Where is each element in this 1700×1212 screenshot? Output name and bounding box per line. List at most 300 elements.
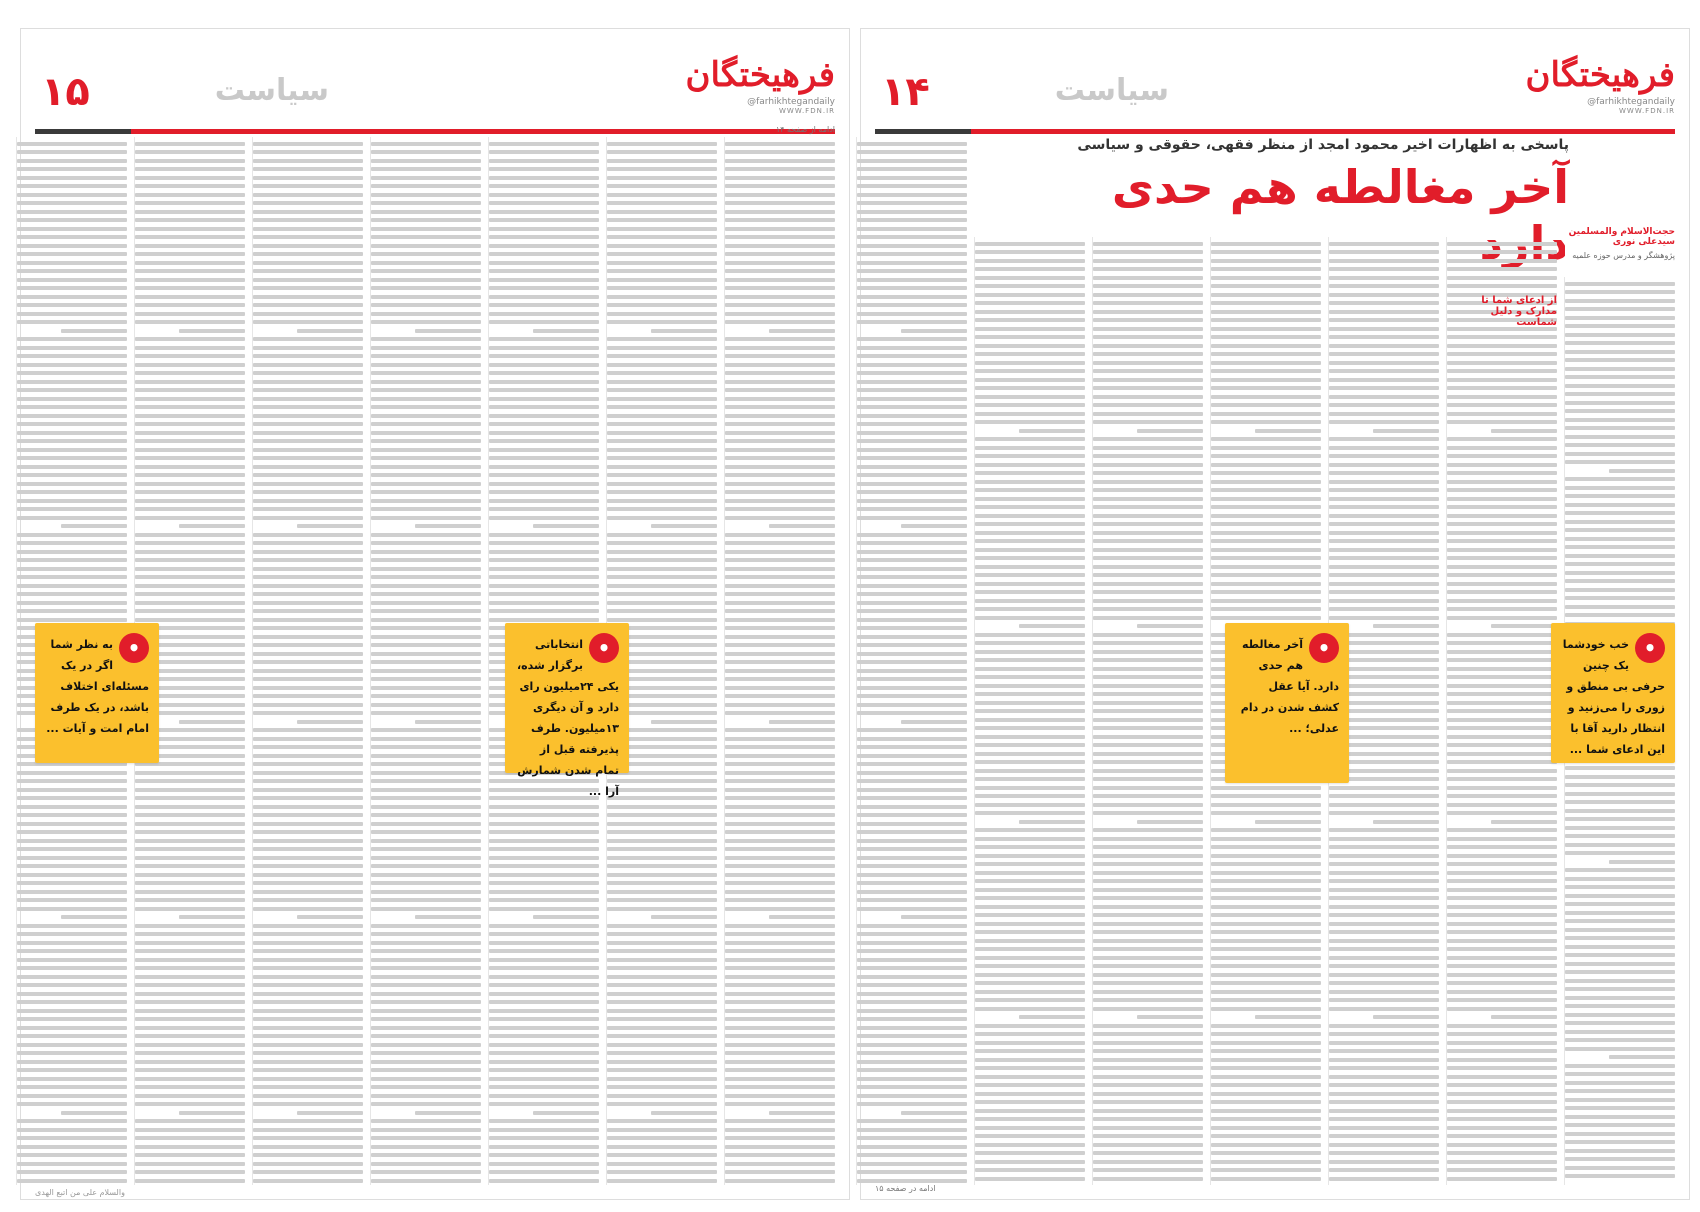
logo: فرهیختگان: [1525, 55, 1675, 95]
text-line: [857, 839, 967, 843]
text-line: [253, 669, 363, 673]
text-line: [857, 830, 967, 834]
text-line: [1447, 437, 1557, 441]
text-line: [17, 779, 127, 783]
text-line: [1329, 335, 1439, 339]
text-line: [135, 533, 245, 537]
text-line: [371, 796, 481, 800]
text-line: [975, 565, 1085, 569]
text-line: [253, 1043, 363, 1047]
text-line: [135, 286, 245, 290]
text-line: [975, 692, 1085, 696]
text-line: [725, 796, 835, 800]
text-line: [371, 601, 481, 605]
text-line: [1093, 369, 1203, 373]
text-line: [489, 567, 599, 571]
text-line: [975, 437, 1085, 441]
text-line: [135, 1153, 245, 1157]
text-line: [61, 329, 127, 333]
text-line: [607, 830, 717, 834]
text-line: [1565, 792, 1675, 796]
text-line: [371, 779, 481, 783]
text-line: [1447, 879, 1557, 883]
text-line: [17, 473, 127, 477]
text-line: [725, 431, 835, 435]
text-line: [17, 507, 127, 511]
text-line: [975, 811, 1085, 815]
text-line: [17, 983, 127, 987]
text-line: [607, 1094, 717, 1098]
text-line: [1565, 435, 1675, 439]
quote-text-1: خب خودشما یک چنین حرفی بی منطق و زوری را می‌زنید و انتظار دارید آقا با این ادعای شما ...: [1562, 638, 1665, 756]
text-line: [975, 582, 1085, 586]
text-line: [371, 618, 481, 622]
text-line: [1447, 811, 1557, 815]
text-line: [1211, 973, 1321, 977]
text-line: [371, 932, 481, 936]
text-line: [1447, 947, 1557, 951]
text-line: [253, 1034, 363, 1038]
text-line: [1447, 675, 1557, 679]
text-line: [489, 1017, 599, 1021]
text-line: [253, 881, 363, 885]
text-line: [1211, 327, 1321, 331]
text-line: [1565, 520, 1675, 524]
text-line: [1565, 460, 1675, 464]
text-line: [17, 949, 127, 953]
text-line: [371, 473, 481, 477]
text-line: [607, 1102, 717, 1106]
text-line: [1447, 786, 1557, 790]
text-line: [1211, 939, 1321, 943]
text-line: [725, 465, 835, 469]
text-line: [1565, 1106, 1675, 1110]
text-line: [607, 1077, 717, 1081]
text-line: [1093, 1117, 1203, 1121]
text-line: [857, 669, 967, 673]
logo-box: [1525, 53, 1675, 123]
text-line: [1329, 1041, 1439, 1045]
text-line: [17, 1179, 127, 1183]
text-line: [975, 1066, 1085, 1070]
text-line: [1329, 514, 1439, 518]
text-line: [725, 278, 835, 282]
text-line: [1211, 573, 1321, 577]
text-line: [371, 490, 481, 494]
text-line: [1447, 573, 1557, 577]
text-line: [1093, 701, 1203, 705]
text-line: [1019, 624, 1085, 628]
text-line: [1211, 1066, 1321, 1070]
text-line: [17, 337, 127, 341]
text-line: [1093, 1100, 1203, 1104]
text-line: [975, 667, 1085, 671]
text-line: [1329, 896, 1439, 900]
text-line: [371, 388, 481, 392]
text-line: [253, 966, 363, 970]
text-line: [1093, 310, 1203, 314]
text-line: [253, 907, 363, 911]
text-line: [1447, 743, 1557, 747]
subhead: از ادعای شما تا مدارک و دلیل شماست: [1481, 295, 1557, 328]
text-line: [1093, 973, 1203, 977]
text-line: [857, 881, 967, 885]
text-line: [1211, 607, 1321, 611]
text-line: [857, 286, 967, 290]
text-line: [725, 414, 835, 418]
text-line: [975, 284, 1085, 288]
text-line: [489, 907, 599, 911]
text-line: [725, 346, 835, 350]
text-line: [253, 507, 363, 511]
text-line: [253, 949, 363, 953]
text-line: [1093, 259, 1203, 263]
text-line: [1093, 1032, 1203, 1036]
text-line: [371, 499, 481, 503]
text-line: [1447, 607, 1557, 611]
text-line: [17, 864, 127, 868]
text-line: [975, 267, 1085, 271]
text-line: [371, 261, 481, 265]
text-line: [135, 1060, 245, 1064]
text-line: [1565, 1004, 1675, 1008]
text-line: [371, 184, 481, 188]
text-line: [253, 643, 363, 647]
text-line: [135, 898, 245, 902]
text-line: [1255, 429, 1321, 433]
text-line: [975, 752, 1085, 756]
text-line: [725, 244, 835, 248]
text-line: [253, 728, 363, 732]
text-line: [371, 660, 481, 664]
text-line: [371, 431, 481, 435]
text-line: [135, 983, 245, 987]
text-line: [135, 422, 245, 426]
text-line: [607, 159, 717, 163]
text-line: [253, 252, 363, 256]
text-line: [17, 924, 127, 928]
text-line: [1447, 718, 1557, 722]
column-6: [974, 237, 1085, 1185]
text-line: [253, 1026, 363, 1030]
text-line: [371, 1068, 481, 1072]
text-line: [725, 269, 835, 273]
text-line: [17, 303, 127, 307]
text-line: [1565, 409, 1675, 413]
text-line: [1565, 571, 1675, 575]
text-line: [179, 524, 245, 528]
text-line: [725, 558, 835, 562]
text-line: [1447, 1083, 1557, 1087]
text-line: [1093, 947, 1203, 951]
text-line: [489, 414, 599, 418]
site-url: WWW.FDN.IR: [779, 107, 835, 115]
text-line: [607, 210, 717, 214]
text-line: [1329, 956, 1439, 960]
text-line: [489, 320, 599, 324]
text-line: [17, 847, 127, 851]
text-line: [1329, 1083, 1439, 1087]
text-line: [489, 354, 599, 358]
text-line: [607, 397, 717, 401]
text-line: [725, 193, 835, 197]
text-line: [975, 777, 1085, 781]
text-line: [857, 711, 967, 715]
text-line: [1211, 1151, 1321, 1155]
text-line: [857, 1034, 967, 1038]
text-line: [1565, 775, 1675, 779]
text-line: [135, 558, 245, 562]
text-line: [17, 941, 127, 945]
text-line: [253, 422, 363, 426]
text-line: [533, 915, 599, 919]
text-line: [1565, 528, 1675, 532]
text-line: [415, 524, 481, 528]
text-line: [1329, 616, 1439, 620]
text-line: [17, 184, 127, 188]
quote-box-3: [505, 623, 629, 798]
text-line: [17, 592, 127, 596]
text-line: [1565, 477, 1675, 481]
text-line: [17, 890, 127, 894]
text-line: [489, 507, 599, 511]
text-line: [1093, 718, 1203, 722]
text-line: [1211, 420, 1321, 424]
text-line: [607, 201, 717, 205]
text-line: [1447, 684, 1557, 688]
text-line: [857, 1119, 967, 1123]
text-line: [1447, 352, 1557, 356]
text-line: [607, 1051, 717, 1055]
text-line: [1447, 471, 1557, 475]
text-line: [725, 924, 835, 928]
text-line: [135, 193, 245, 197]
text-line: [1211, 1041, 1321, 1045]
text-line: [1565, 392, 1675, 396]
text-line: [607, 558, 717, 562]
text-line: [17, 261, 127, 265]
text-line: [1093, 658, 1203, 662]
text-line: [1329, 301, 1439, 305]
text-line: [975, 471, 1085, 475]
text-line: [857, 558, 967, 562]
text-line: [371, 983, 481, 987]
text-line: [1565, 596, 1675, 600]
text-line: [415, 915, 481, 919]
signature: والسلام علی من اتبع الهدی: [35, 1188, 125, 1197]
text-line: [1093, 378, 1203, 382]
text-line: [1447, 1109, 1557, 1113]
text-line: [607, 295, 717, 299]
text-line: [253, 235, 363, 239]
text-line: [725, 669, 835, 673]
text-line: [1093, 1075, 1203, 1079]
text-line: [489, 1179, 599, 1183]
text-line: [725, 312, 835, 316]
text-line: [1329, 981, 1439, 985]
text-line: [975, 658, 1085, 662]
text-line: [415, 720, 481, 724]
text-line: [253, 380, 363, 384]
text-line: [1211, 403, 1321, 407]
text-line: [1565, 605, 1675, 609]
text-line: [857, 550, 967, 554]
text-line: [975, 1134, 1085, 1138]
text-line: [371, 584, 481, 588]
text-line: [135, 864, 245, 868]
text-line: [1447, 854, 1557, 858]
text-line: [1447, 658, 1557, 662]
text-line: [371, 575, 481, 579]
text-line: [607, 584, 717, 588]
text-line: [1093, 607, 1203, 611]
text-line: [1447, 769, 1557, 773]
text-line: [607, 1170, 717, 1174]
text-line: [725, 499, 835, 503]
text-line: [489, 312, 599, 316]
text-line: [1565, 809, 1675, 813]
text-line: [1447, 973, 1557, 977]
text-line: [1093, 913, 1203, 917]
text-line: [371, 210, 481, 214]
text-line: [1565, 868, 1675, 872]
text-line: [1211, 1075, 1321, 1079]
text-line: [725, 397, 835, 401]
text-line: [975, 250, 1085, 254]
text-line: [1565, 443, 1675, 447]
text-line: [17, 201, 127, 205]
text-line: [1447, 582, 1557, 586]
text-line: [1093, 301, 1203, 305]
text-line: [1329, 1168, 1439, 1172]
text-line: [975, 922, 1085, 926]
text-line: [135, 1000, 245, 1004]
text-line: [1447, 250, 1557, 254]
text-line: [725, 1094, 835, 1098]
text-line: [1447, 454, 1557, 458]
text-line: [253, 1068, 363, 1072]
text-line: [1565, 511, 1675, 515]
text-line: [725, 1170, 835, 1174]
text-line: [17, 796, 127, 800]
text-line: [17, 210, 127, 214]
text-line: [607, 1119, 717, 1123]
text-line: [1211, 1083, 1321, 1087]
text-line: [769, 329, 835, 333]
text-line: [179, 915, 245, 919]
text-line: [1211, 293, 1321, 297]
text-line: [651, 329, 717, 333]
text-line: [725, 992, 835, 996]
text-line: [371, 898, 481, 902]
text-line: [975, 318, 1085, 322]
text-line: [1329, 1100, 1439, 1104]
text-line: [725, 295, 835, 299]
text-line: [1565, 979, 1675, 983]
text-line: [17, 1009, 127, 1013]
text-line: [1565, 1064, 1675, 1068]
text-line: [17, 1017, 127, 1021]
text-line: [607, 167, 717, 171]
text-line: [1329, 1049, 1439, 1053]
text-line: [371, 890, 481, 894]
text-line: [371, 303, 481, 307]
text-line: [253, 592, 363, 596]
text-line: [1447, 956, 1557, 960]
text-line: [1211, 1032, 1321, 1036]
text-line: [857, 1068, 967, 1072]
text-line: [1211, 437, 1321, 441]
text-line: [1565, 486, 1675, 490]
text-line: [61, 524, 127, 528]
text-line: [1447, 760, 1557, 764]
text-line: [607, 881, 717, 885]
column-5: [252, 137, 363, 1185]
text-line: [857, 575, 967, 579]
text-line: [725, 745, 835, 749]
text-line: [857, 184, 967, 188]
text-line: [253, 482, 363, 486]
text-line: [1093, 242, 1203, 246]
text-line: [1447, 412, 1557, 416]
text-line: [253, 779, 363, 783]
text-line: [135, 584, 245, 588]
text-line: [371, 771, 481, 775]
text-line: [607, 924, 717, 928]
text-line: [1093, 896, 1203, 900]
text-line: [857, 1162, 967, 1166]
text-line: [857, 541, 967, 545]
text-line: [857, 924, 967, 928]
text-line: [1447, 395, 1557, 399]
text-line: [1093, 743, 1203, 747]
text-line: [651, 720, 717, 724]
text-line: [1211, 539, 1321, 543]
text-line: [17, 142, 127, 146]
text-line: [857, 261, 967, 265]
text-line: [857, 949, 967, 953]
text-line: [1329, 267, 1439, 271]
text-line: [1447, 701, 1557, 705]
text-line: [371, 839, 481, 843]
page-14: [860, 28, 1690, 1200]
text-line: [975, 905, 1085, 909]
text-line: [725, 142, 835, 146]
text-line: [607, 439, 717, 443]
text-line: [489, 456, 599, 460]
text-line: [1093, 1168, 1203, 1172]
text-line: [1329, 990, 1439, 994]
text-line: [1447, 539, 1557, 543]
text-line: [1329, 1126, 1439, 1130]
text-line: [857, 193, 967, 197]
text-line: [253, 796, 363, 800]
text-line: [607, 142, 717, 146]
text-line: [489, 499, 599, 503]
text-line: [607, 371, 717, 375]
text-line: [857, 142, 967, 146]
text-line: [489, 269, 599, 273]
text-line: [371, 422, 481, 426]
text-line: [253, 1077, 363, 1081]
text-line: [607, 618, 717, 622]
text-line: [857, 269, 967, 273]
text-line: [1329, 412, 1439, 416]
text-line: [17, 822, 127, 826]
text-line: [489, 1153, 599, 1157]
text-line: [1211, 471, 1321, 475]
text-line: [975, 981, 1085, 985]
